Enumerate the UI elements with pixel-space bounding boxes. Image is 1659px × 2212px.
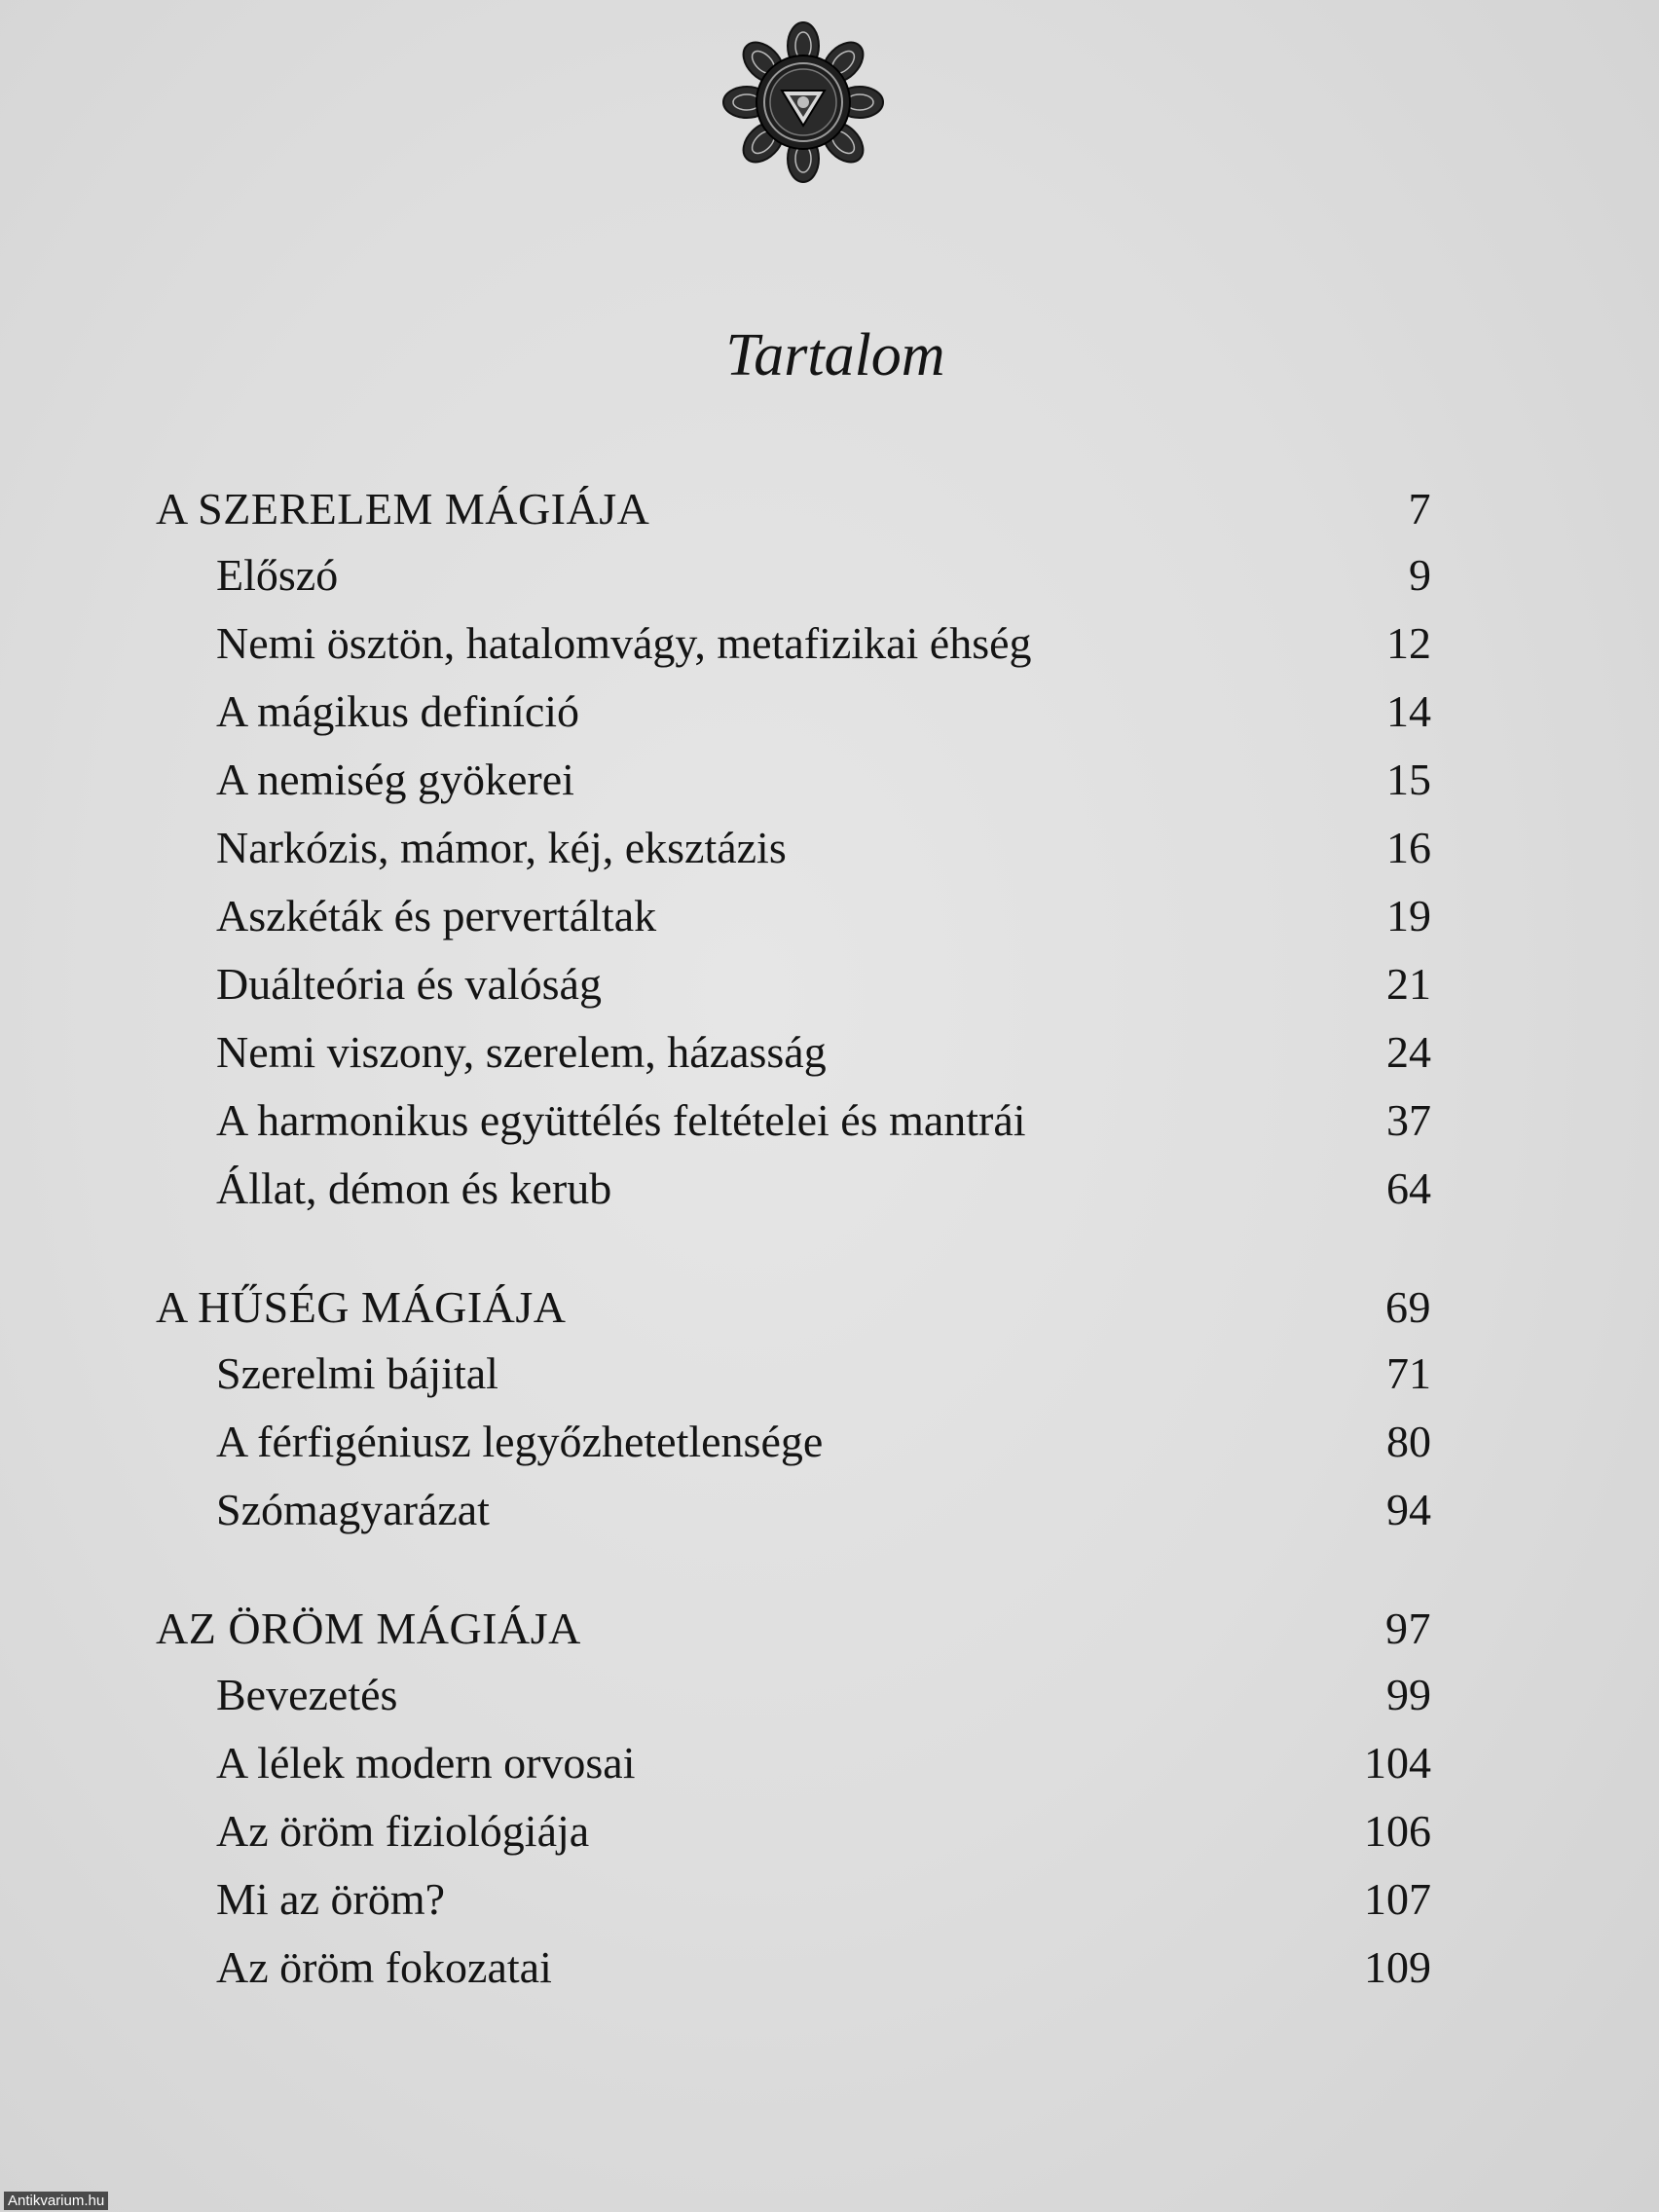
section-heading: AZ ÖRÖM MÁGIÁJA [156,1603,581,1653]
toc-entry [156,1162,1431,1231]
toc-entry [156,1873,1431,1941]
toc-entry-page: 106 [1364,1806,1431,1856]
toc-entry-label: Aszkéták és pervertáltak [216,891,657,940]
toc-entry-label: Nemi viszony, szerelem, házasság [216,1027,827,1077]
toc-entry-label: A férfigéniusz legyőzhetetlensége [216,1417,824,1466]
toc-entry-page: 24 [1386,1027,1431,1077]
toc-title: Tartalom [725,322,945,388]
toc-entry-page: 94 [1386,1485,1431,1534]
toc-entry-label: Szómagyarázat [216,1485,490,1534]
toc-entry-page: 80 [1386,1417,1431,1466]
section-heading-row [156,1266,1431,1347]
toc-entry-page: 19 [1386,891,1431,940]
section-heading-row [156,467,1431,549]
lotus-mandala-icon [720,19,886,185]
toc-entry-label: Mi az öröm? [216,1874,446,1924]
toc-entry-label: A mágikus definíció [216,686,580,736]
toc-entry-page: 14 [1386,686,1431,736]
toc-entry-label: A lélek modern orvosai [216,1738,636,1788]
toc-entry-label: Narkózis, mámor, kéj, eksztázis [216,823,787,872]
toc-entry-label: Duálteória és valóság [216,959,602,1009]
toc-entry-label: A nemiség gyökerei [216,755,574,804]
toc-entry [156,1805,1431,1873]
toc-entry [156,822,1431,890]
toc-entry [156,1416,1431,1484]
section-page-number: 97 [1385,1603,1431,1653]
toc-entry-label: Előszó [216,550,339,600]
toc-entry-page: 12 [1386,618,1431,668]
toc-entry [156,1737,1431,1805]
toc-entry [156,617,1431,685]
toc-entry-label: Állat, démon és kerub [216,1163,612,1213]
section-heading: A HŰSÉG MÁGIÁJA [156,1281,567,1332]
toc-entry-page: 107 [1364,1874,1431,1924]
toc-entry [156,1094,1431,1162]
toc-section-huseg [156,1266,1431,1552]
watermark-label: Antikvarium.hu [4,2192,108,2210]
toc-entry [156,1484,1431,1552]
table-of-contents [156,467,1431,2045]
toc-entry-page: 9 [1409,550,1431,600]
toc-entry-page: 15 [1386,755,1431,804]
toc-entry [156,958,1431,1026]
toc-entry [156,1941,1431,2009]
toc-entry-label: Nemi ösztön, hatalomvágy, metafizikai éhség [216,618,1032,668]
section-page-number: 7 [1408,483,1431,534]
toc-entry-label: Az öröm fokozatai [216,1942,552,1992]
toc-entry [156,1026,1431,1094]
toc-entry-page: 99 [1386,1670,1431,1719]
toc-entry-page: 21 [1386,959,1431,1009]
toc-entry [156,1347,1431,1416]
section-heading: A SZERELEM MÁGIÁJA [156,483,650,534]
toc-section-orom [156,1587,1431,2009]
toc-section-szerelem [156,467,1431,1231]
toc-entry-label: Bevezetés [216,1670,398,1719]
toc-entry-page: 71 [1386,1348,1431,1398]
toc-entry-page: 64 [1386,1163,1431,1213]
toc-entry-page: 104 [1364,1738,1431,1788]
section-page-number: 69 [1385,1281,1431,1332]
toc-entry-page: 109 [1364,1942,1431,1992]
toc-entry [156,549,1431,617]
section-heading-row [156,1587,1431,1669]
toc-entry-label: Az öröm fiziológiája [216,1806,590,1856]
toc-entry-page: 37 [1386,1095,1431,1145]
toc-entry-label: Szerelmi bájital [216,1348,498,1398]
toc-entry [156,685,1431,754]
toc-entry [156,754,1431,822]
toc-entry [156,890,1431,958]
toc-entry-label: A harmonikus együttélés feltételei és mantrái [216,1095,1026,1145]
toc-entry-page: 16 [1386,823,1431,872]
toc-entry [156,1669,1431,1737]
